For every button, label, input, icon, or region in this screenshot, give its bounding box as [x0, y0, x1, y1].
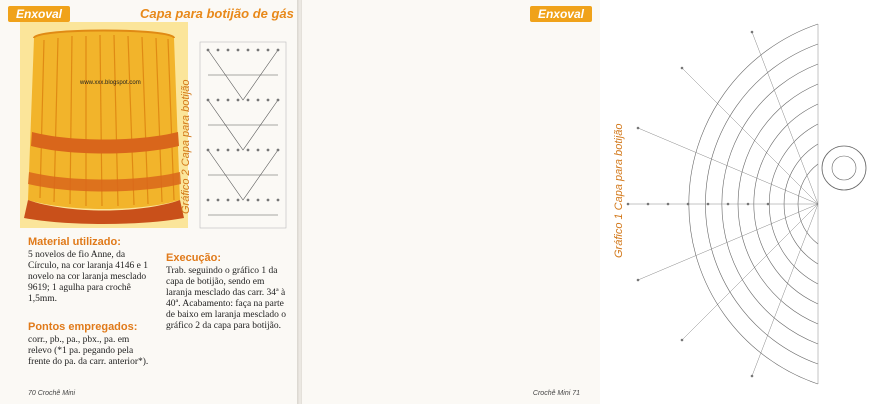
diagram-1-label: Gráfico 1 Capa para botijão	[613, 123, 625, 258]
section-tag-right: Enxoval	[530, 6, 592, 22]
stitches-heading: Pontos empregados:	[28, 321, 138, 333]
execution-heading: Execução:	[166, 252, 222, 264]
right-footer: Crochê Mini 71	[532, 390, 580, 397]
page-title: Capa para botijão de gás	[140, 6, 294, 21]
right-page	[302, 0, 625, 404]
execution-text: Trab. seguindo o gráfico 1 da capa de botijão, sendo em laranja mesclado das carr. 34ª à 40ª. Acabamento: faça na parte de baixo em laranja mesclado o gráfico 2 da capa para botijão.	[166, 266, 287, 331]
section-tag-left: Enxoval	[8, 6, 70, 22]
material-heading: Material utilizado:	[28, 236, 121, 248]
material-text: 5 novelos de fio Anne, da Círculo, na cor laranja 4146 e 1 novelo na cor laranja mesclado 9619; 1 agulha para crochê 1,5mm.	[28, 250, 149, 304]
diagram-2-label: Gráfico 2 Capa para botijão	[180, 79, 192, 214]
crochet-chart-2	[198, 40, 288, 230]
left-page	[0, 0, 298, 404]
photo-watermark: www.xxx.blogspot.com	[80, 80, 141, 86]
crochet-chart-1	[622, 18, 894, 392]
crochet-chart-1-drawing	[622, 18, 894, 392]
stitches-text: corr., pb., pa., pbx., pa. em relevo (*1 pa. pegando pela frente do pa. da carr. anterior*).	[28, 335, 149, 367]
crochet-chart-2-drawing	[198, 40, 288, 230]
left-footer: 70 Crochê Mini	[28, 390, 76, 397]
gas-cover-illustration	[20, 22, 188, 228]
product-photo	[20, 22, 188, 228]
